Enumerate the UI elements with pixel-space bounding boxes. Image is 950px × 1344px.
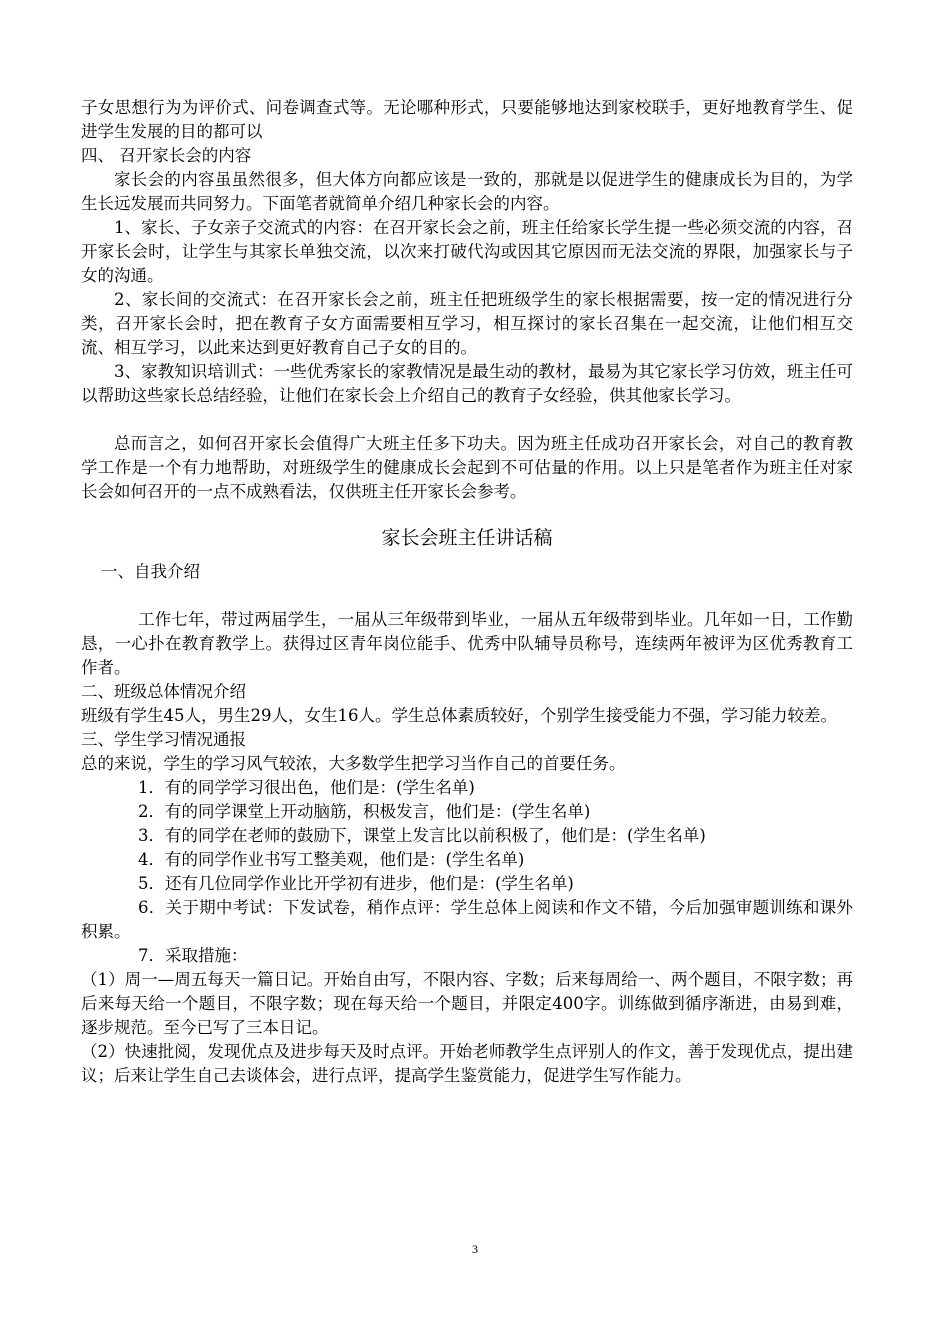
- speech-section2-body: 班级有学生45人，男生29人，女生16人。学生总体素质较好，个别学生接受能力不强，学习能力较差。: [81, 706, 837, 725]
- measure-2: （2）快速批阅，发现优点及进步每天及时点评。开始老师教学生点评别人的作文，善于发现优点，提出建议；后来让学生自己去谈体会，进行点评，提高学生鉴赏能力，促进学生写作能力。: [81, 1042, 853, 1085]
- speech-title: 家长会班主任讲话稿: [381, 527, 553, 549]
- section4-item-1: 1、家长、子女亲子交流式的内容：在召开家长会之前，班主任给家长学生提一些必须交流的内容，召开家长会时，让学生与其家长单独交流，以次来打破代沟或因其它原因而无法交流的界限，加强家长与子女的沟通。: [81, 218, 853, 285]
- page-content: [81, 96, 853, 1088]
- section4-intro: 家长会的内容虽虽然很多，但大体方向都应该是一致的，那就是以促进学生的健康成长为目的，为学生长远发展而共同努力。下面笔者就简单介绍几种家长会的内容。: [81, 170, 853, 213]
- speech-list-item-4: 4．有的同学作业书写工整美观，他们是：(学生名单): [138, 850, 525, 869]
- continuation-paragraph: 子女思想行为为评价式、问卷调查式等。无论哪种形式，只要能够地达到家校联手，更好地教育学生、促进学生发展的目的都可以: [81, 98, 853, 141]
- speech-list-item-5: 5．还有几位同学作业比开学初有进步，他们是：(学生名单): [138, 874, 574, 893]
- speech-list-item-6: 6．关于期中考试：下发试卷，稍作点评：学生总体上阅读和作文不错，今后加强审题训练和课外积累。: [81, 898, 853, 941]
- speech-list-item-1: 1．有的同学学习很出色，他们是：(学生名单): [138, 778, 475, 797]
- section4-heading: 四、 召开家长会的内容: [81, 146, 252, 165]
- speech-section1-heading: 一、自我介绍: [101, 562, 200, 581]
- page-number: 3: [472, 1242, 478, 1256]
- speech-section1-body: 工作七年，带过两届学生，一届从三年级带到毕业，一届从五年级带到毕业。几年如一日，工作勤恳，一心扑在教育教学上。获得过区青年岗位能手、优秀中队辅导员称号，连续两年被评为区优秀教育工作者。: [81, 610, 853, 677]
- spacer: [81, 584, 853, 608]
- speech-section3-intro: 总的来说，学生的学习风气较浓，大多数学生把学习当作自己的首要任务。: [81, 754, 626, 773]
- section4-item-3: 3、家教知识培训式：一些优秀家长的家教情况是最生动的教材，最易为其它家长学习仿效，班主任可以帮助这些家长总结经验，让他们在家长会上介绍自己的教育子女经验，供其他家长学习。: [81, 362, 853, 405]
- spacer: [81, 408, 853, 432]
- speech-list-item-3: 3．有的同学在老师的鼓励下，课堂上发言比以前积极了，他们是：(学生名单): [138, 826, 706, 845]
- measure-1: （1）周一—周五每天一篇日记。开始自由写，不限内容、字数；后来每周给一、两个题目，不限字数；再后来每天给一个题目，不限字数；现在每天给一个题目，并限定400字。训练做到循序渐进，由易到难，逐步规范。至今已写了三本日记。: [81, 970, 853, 1037]
- conclusion-paragraph: 总而言之，如何召开家长会值得广大班主任多下功夫。因为班主任成功召开家长会，对自己的教育教学工作是一个有力地帮助，对班级学生的健康成长会起到不可估量的作用。以上只是笔者作为班主任对家长会如何召开的一点不成熟看法，仅供班主任开家长会参考。: [81, 434, 853, 501]
- speech-section2-heading: 二、班级总体情况介绍: [81, 682, 246, 701]
- speech-section3-heading: 三、学生学习情况通报: [81, 730, 246, 749]
- section4-item-2: 2、家长间的交流式：在召开家长会之前，班主任把班级学生的家长根据需要，按一定的情况进行分类，召开家长会时，把在教育子女方面需要相互学习，相互探讨的家长召集在一起交流，让他们相互交流、相互学习，以此来达到更好教育自己子女的目的。: [81, 290, 853, 357]
- speech-list-item-7: 7．采取措施：: [138, 946, 248, 965]
- speech-list-item-2: 2．有的同学课堂上开动脑筋，积极发言，他们是：(学生名单): [138, 802, 591, 821]
